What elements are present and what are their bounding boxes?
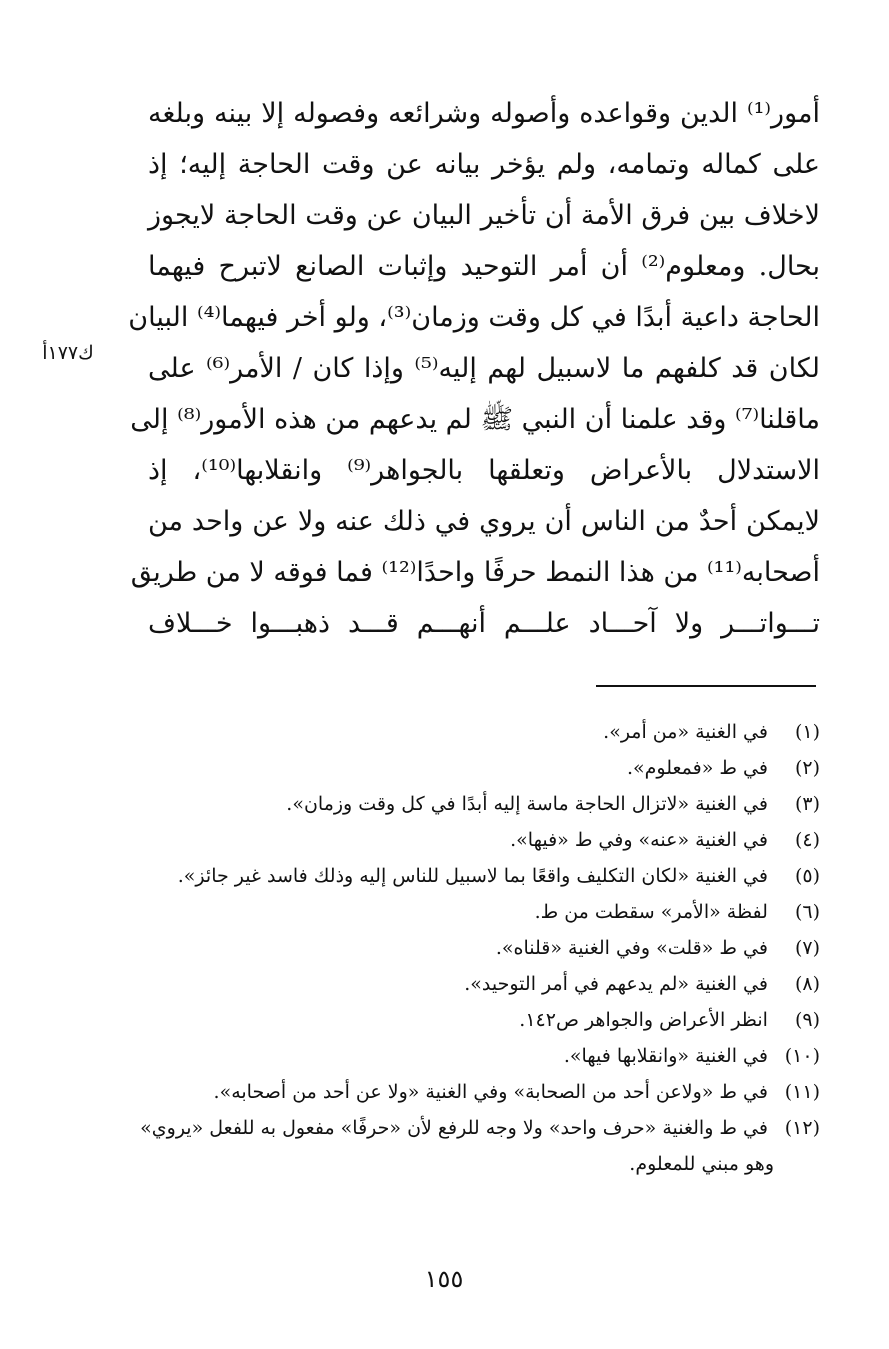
footnote [170, 966, 820, 1002]
footnote-text: لفظة «الأمر» سقطت من ط. [534, 901, 768, 923]
footnote-number: (٩) [794, 1009, 820, 1031]
main-line: تـــواتـــر ولا آحـــاد علـــم أنهـــم قـــد ذهبـــوا خـــلاف [148, 608, 820, 639]
footnote [170, 822, 820, 858]
footnote-number: (٣) [794, 793, 820, 815]
footnote [170, 750, 820, 786]
footnote-text: في الغنية «لكان التكليف واقعًا بما لاسبيل للناس إليه وذلك فاسد غير جائز». [177, 865, 768, 887]
footnote [170, 1074, 820, 1110]
footnote-text: في الغنية «لاتزال الحاجة ماسة إليه أبدًا في كل وقت وزمان». [286, 793, 768, 815]
footnote-number: (٧) [794, 937, 820, 959]
footnote [170, 1002, 820, 1038]
main-line: لايمكن أحدٌ من الناس أن يروي في ذلك عنه ولا عن واحد من [148, 506, 820, 537]
footnote-text: في الغنية «عنه» وفي ط «فيها». [510, 829, 768, 851]
footnote [170, 930, 820, 966]
footnotes [140, 714, 820, 1182]
main-line: الاستدلال بالأعراض وتعلقها بالجواهر⁽⁹⁾ وانقلابها⁽¹⁰⁾، إذ [148, 455, 821, 486]
footnote-text: في الغنية «وانقلابها فيها». [563, 1045, 768, 1067]
main-line: بحال. ومعلوم⁽²⁾ أن أمر التوحيد وإثبات الصانع لاتبرح فيهما [148, 251, 820, 282]
footnote [170, 858, 820, 894]
footnote-number: (٨) [794, 973, 820, 995]
footnote [170, 786, 820, 822]
main-line: أمور⁽¹⁾ الدين وقواعده وأصوله وشرائعه وفصوله إلا بينه وبلغه [148, 98, 820, 129]
main-text [128, 88, 821, 649]
footnote-text: في ط «ولاعن أحد من الصحابة» وفي الغنية «ولا عن أحد من أصحابه». [213, 1081, 768, 1103]
footnote-number: (١٠) [784, 1045, 820, 1067]
footnote [170, 1038, 820, 1074]
footnote-separator [596, 685, 816, 687]
main-line: على كماله وتمامه، ولم يؤخر بيانه عن وقت الحاجة إليه؛ إذ [148, 149, 820, 180]
footnote [170, 894, 820, 930]
footnote-continuation: وهو مبني للمعلوم. [629, 1153, 774, 1175]
footnote-number: (٢) [794, 757, 820, 779]
footnote-number: (١١) [784, 1081, 820, 1103]
footnote-text: في الغنية «من أمر». [603, 721, 768, 743]
page-number: ١٥٥ [424, 1265, 464, 1293]
footnote-text: انظر الأعراض والجواهر ص١٤٢. [519, 1009, 768, 1031]
footnote-number: (٥) [794, 865, 820, 887]
footnote [140, 1110, 820, 1146]
footnote-text: في ط «فمعلوم». [626, 757, 768, 779]
footnote-number: (١) [794, 721, 820, 743]
main-line: أصحابه⁽¹¹⁾ من هذا النمط حرفًا واحدًا⁽¹²⁾ فما فوقه لا من طريق [130, 557, 820, 588]
footnote-number: (٦) [794, 901, 820, 923]
footnote-number: (١٢) [784, 1117, 820, 1139]
main-line: لكان قد كلفهم ما لاسبيل لهم إليه⁽⁵⁾ وإذا كان / الأمر⁽⁶⁾ على [148, 353, 820, 384]
main-line: لاخلاف بين فرق الأمة أن تأخير البيان عن وقت الحاجة لايجوز [148, 200, 820, 231]
footnote-text: في ط والغنية «حرف واحد» ولا وجه للرفع لأن «حرفًا» مفعول به للفعل «يروي» [140, 1117, 768, 1139]
main-line: الحاجة داعية أبدًا في كل وقت وزمان⁽³⁾، ولو أخر فيهما⁽⁴⁾ البيان [128, 302, 820, 333]
footnote [170, 714, 820, 750]
manuscript-folio-note: ك١٧٧أ [42, 342, 94, 364]
footnote-number: (٤) [794, 829, 820, 851]
main-line: ماقلنا⁽⁷⁾ وقد علمنا أن النبي ﷺ لم يدعهم من هذه الأمور⁽⁸⁾ إلى [130, 404, 820, 435]
footnote-text: في الغنية «لم يدعهم في أمر التوحيد». [464, 973, 768, 995]
footnote-text: في ط «قلت» وفي الغنية «قلناه». [495, 937, 768, 959]
